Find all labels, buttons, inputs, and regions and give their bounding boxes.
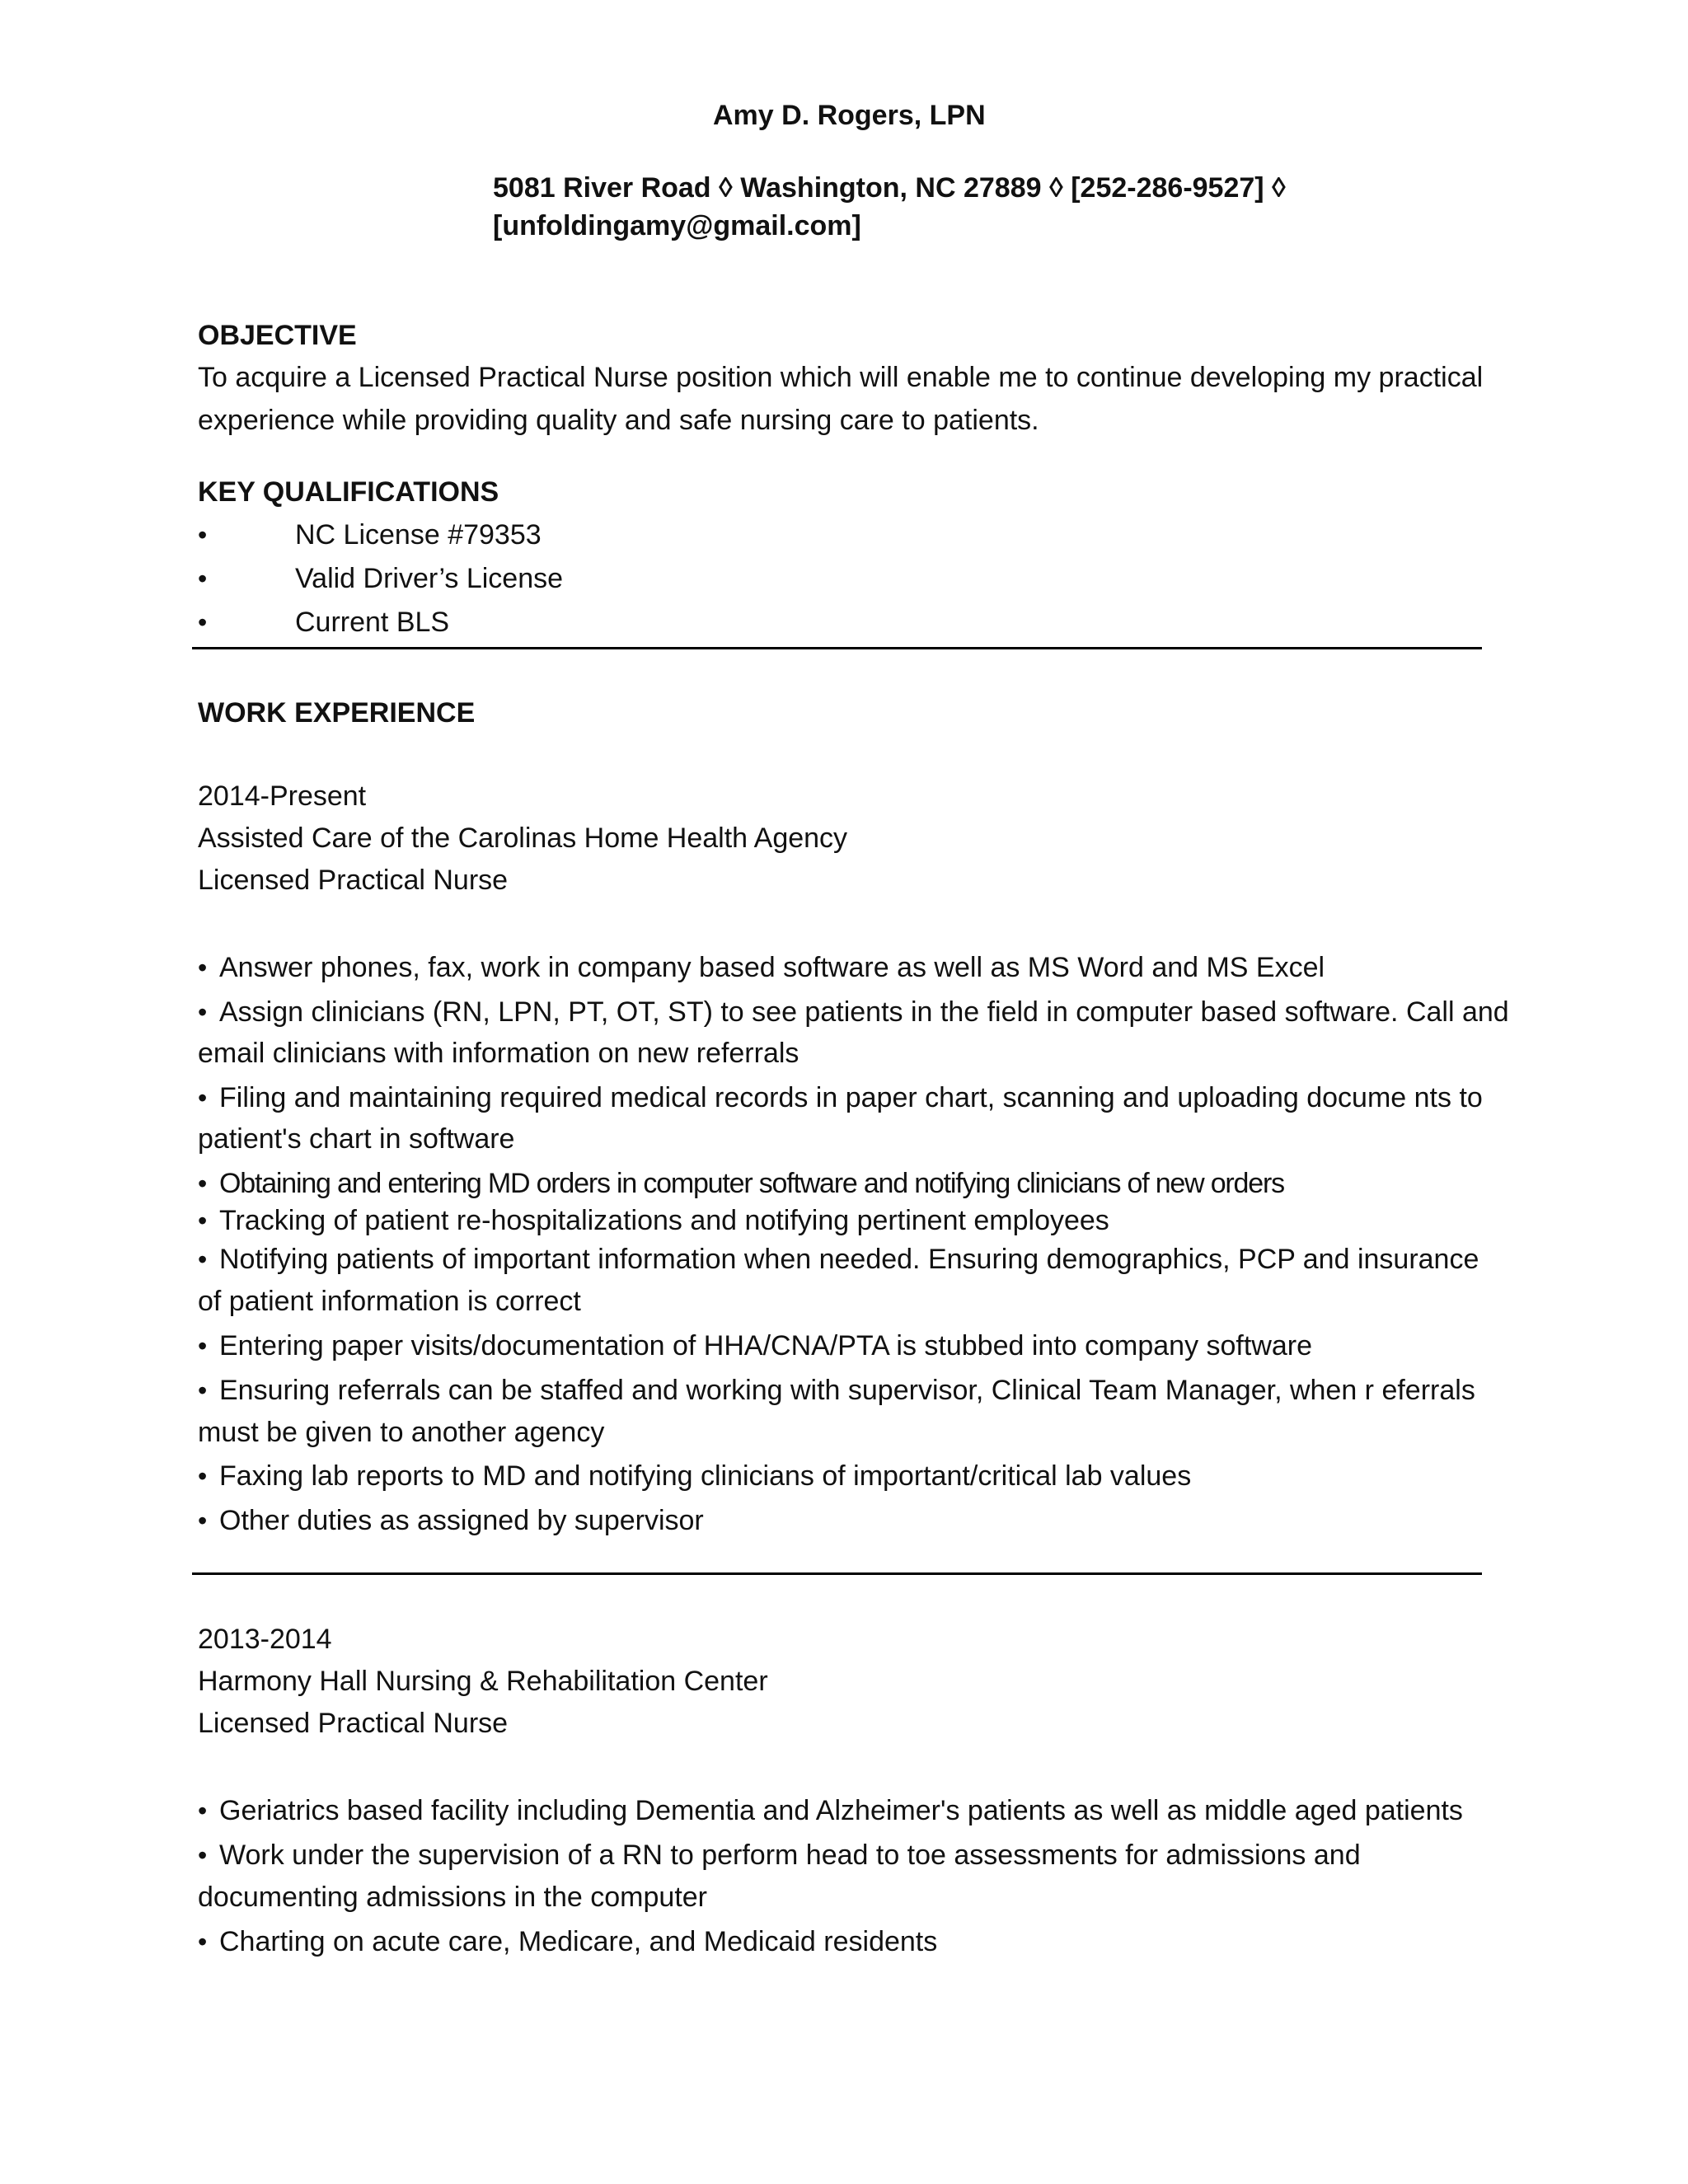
duty-line: Assign clinicians (RN, LPN, PT, OT, ST) to see patients in the field in computer based software. Call and [219, 996, 1509, 1028]
bullet-icon: • [198, 1796, 208, 1825]
bullet-icon: • [198, 1244, 208, 1274]
job-employer: Harmony Hall Nursing & Rehabilitation Center [198, 1666, 768, 1697]
job-title: Licensed Practical Nurse [198, 1708, 509, 1739]
bullet-icon: • [198, 1331, 208, 1361]
bullet-icon: • [198, 520, 208, 550]
qualification-item: NC License #79353 [295, 519, 542, 551]
bullet-icon: • [198, 1927, 208, 1957]
duty-line: Other duties as assigned by supervisor [219, 1505, 704, 1536]
bullet-icon: • [198, 953, 208, 982]
bullet-icon: • [198, 607, 208, 637]
qualification-item: Current BLS [295, 607, 450, 638]
section-divider [192, 647, 1482, 649]
bullet-icon: • [198, 564, 208, 593]
bullet-icon: • [198, 1506, 208, 1535]
duty-line: Notifying patients of important information when needed. Ensuring demographics, PCP and insurance [219, 1244, 1479, 1275]
duty-line: Ensuring referrals can be staffed and working with supervisor, Clinical Team Manager, when r eferrals [219, 1375, 1475, 1406]
job-dates: 2013-2014 [198, 1624, 332, 1655]
duty-line: of patient information is correct [198, 1286, 581, 1317]
duty-line: email clinicians with information on new referrals [198, 1038, 799, 1069]
objective-text-line: To acquire a Licensed Practical Nurse position which will enable me to continue developing my practical [198, 362, 1484, 393]
duty-line: Obtaining and entering MD orders in computer software and notifying clinicians of new orders [219, 1168, 1284, 1199]
work-experience-heading: WORK EXPERIENCE [198, 697, 476, 729]
duty-line: Faxing lab reports to MD and notifying clinicians of important/critical lab values [219, 1460, 1192, 1492]
duty-line: Geriatrics based facility including Dementia and Alzheimer's patients as well as middle aged patients [219, 1795, 1463, 1826]
bullet-icon: • [198, 1376, 208, 1405]
qualifications-heading: KEY QUALIFICATIONS [198, 476, 499, 508]
bullet-icon: • [198, 1206, 208, 1235]
job-employer: Assisted Care of the Carolinas Home Health Agency [198, 823, 848, 854]
objective-text-line: experience while providing quality and safe nursing care to patients. [198, 405, 1039, 436]
bullet-icon: • [198, 997, 208, 1027]
duty-line: Answer phones, fax, work in company based software as well as MS Word and MS Excel [219, 952, 1325, 983]
bullet-icon: • [198, 1461, 208, 1491]
duty-line: Entering paper visits/documentation of HHA/CNA/PTA is stubbed into company software [219, 1330, 1313, 1361]
applicant-name: Amy D. Rogers, LPN [713, 100, 986, 131]
bullet-icon: • [198, 1840, 208, 1870]
contact-line-address: 5081 River Road ◊ Washington, NC 27889 ◊ [252-286-9527] ◊ [493, 172, 1286, 204]
contact-line-email: [unfoldingamy@gmail.com] [493, 210, 861, 241]
duty-line: Work under the supervision of a RN to perform head to toe assessments for admissions and [219, 1840, 1361, 1871]
objective-heading: OBJECTIVE [198, 320, 357, 351]
duty-line: must be given to another agency [198, 1417, 605, 1448]
job-title: Licensed Practical Nurse [198, 865, 509, 896]
bullet-icon: • [198, 1169, 208, 1198]
bullet-icon: • [198, 1083, 208, 1113]
section-divider [192, 1572, 1482, 1575]
qualification-item: Valid Driver’s License [295, 563, 564, 594]
duty-line: patient's chart in software [198, 1123, 515, 1155]
job-dates: 2014-Present [198, 780, 367, 812]
duty-line: Charting on acute care, Medicare, and Medicaid residents [219, 1926, 938, 1957]
duty-line: Filing and maintaining required medical records in paper chart, scanning and uploading docume nts to [219, 1082, 1483, 1113]
duty-line: documenting admissions in the computer [198, 1882, 707, 1913]
duty-line: Tracking of patient re-hospitalizations and notifying pertinent employees [219, 1205, 1109, 1236]
